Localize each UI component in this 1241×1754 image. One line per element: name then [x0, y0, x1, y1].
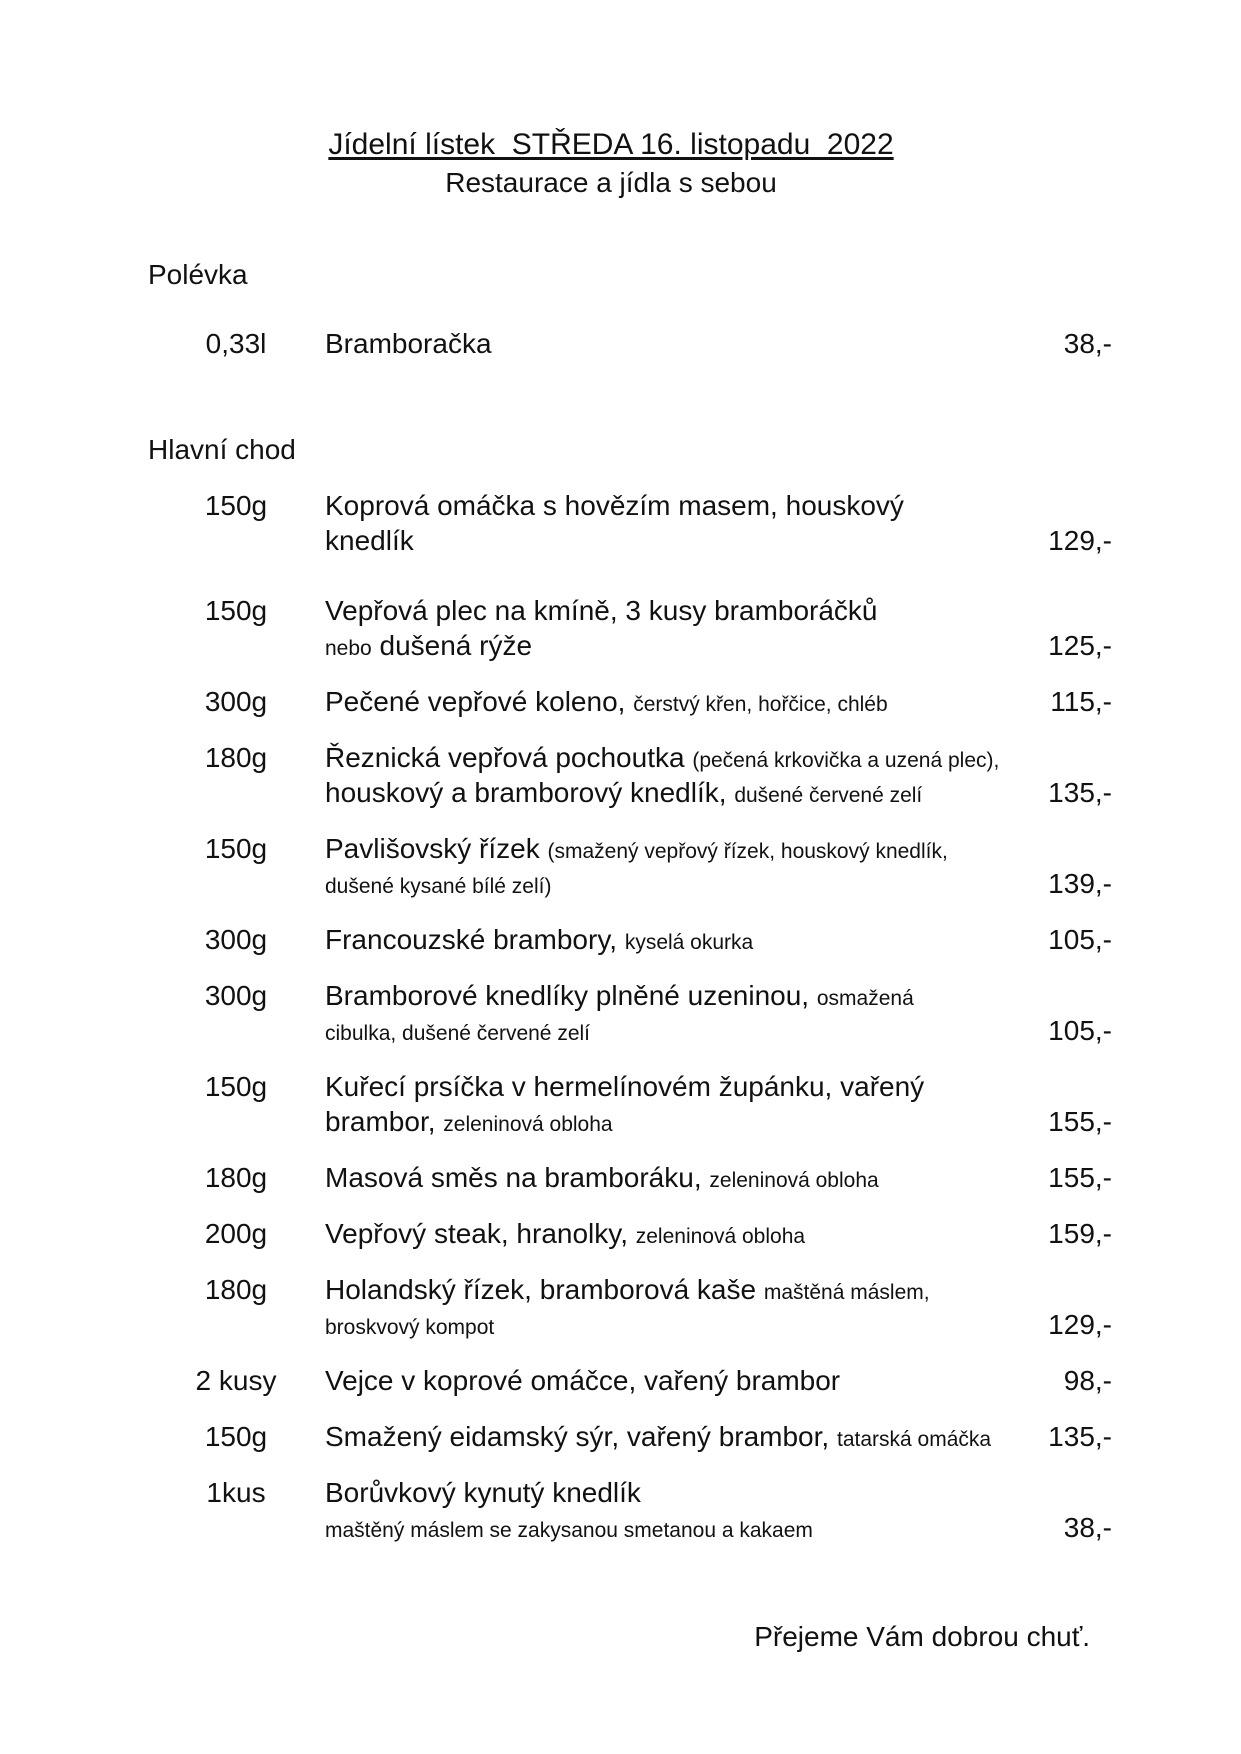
item-description: [325, 1272, 1112, 1342]
item-quantity: 300g: [204, 980, 268, 1011]
item-note-text: zeleninová obloha: [709, 1169, 879, 1192]
item-description-line: [325, 831, 1112, 866]
item-description-line: [325, 1475, 1112, 1510]
item-main-text: Vepřový steak, hranolky,: [325, 1218, 628, 1249]
item-description: [325, 684, 1112, 719]
item-note-text: zeleninová obloha: [635, 1225, 806, 1248]
item-quantity: 150g: [204, 833, 268, 864]
item-price: 38,-: [1063, 328, 1112, 359]
main-course-list: [180, 488, 1112, 1566]
item-description: [325, 1216, 1112, 1251]
item-price: 135,-: [1048, 777, 1112, 808]
item-description-line: [325, 866, 1112, 901]
item-description: [325, 740, 1112, 810]
item-note-text: osmažená: [816, 987, 914, 1010]
item-note-text: maštěná máslem,: [763, 1281, 930, 1304]
item-description: [325, 1419, 1112, 1454]
item-quantity: 300g: [204, 924, 268, 955]
item-note-text: kyselá okurka: [624, 931, 754, 954]
closing-greeting: Přejeme Vám dobrou chuť.: [754, 1621, 1090, 1652]
item-quantity: 1kus: [206, 1477, 266, 1508]
item-note-text: zeleninová obloha: [443, 1113, 613, 1136]
item-main-text: Masová směs na bramboráku,: [325, 1162, 702, 1193]
item-description: [325, 831, 1112, 901]
item-main-text: dušená rýže: [379, 630, 533, 661]
menu-title: Jídelní lístek STŘEDA 16. listopadu 2022: [328, 128, 894, 161]
item-price: 98,-: [1063, 1365, 1112, 1396]
item-note-text: cibulka, dušené červené zelí: [325, 1022, 590, 1045]
item-description-line: [325, 684, 1112, 719]
item-description-line: [325, 1069, 1112, 1104]
item-price: 139,-: [1048, 868, 1112, 899]
item-note-text: dušené kysané bílé zelí): [325, 875, 552, 898]
item-note-text: maštěný máslem se zakysanou smetanou a kakaem: [325, 1519, 813, 1542]
item-price: 105,-: [1048, 1015, 1112, 1046]
item-note-text: (pečená krkovička a uzená plec),: [692, 749, 1000, 772]
item-quantity: 2 kusy: [195, 1365, 277, 1396]
item-price: 125,-: [1048, 630, 1112, 661]
item-quantity: 200g: [204, 1218, 268, 1249]
item-price: 129,-: [1048, 525, 1112, 556]
item-main-text: houskový a bramborový knedlík,: [325, 777, 727, 808]
item-note-text: (smažený vepřový řízek, houskový knedlík,: [547, 840, 948, 863]
item-main-text: Vejce v koprové omáčce, vařený brambor: [325, 1365, 841, 1396]
item-quantity: 300g: [204, 686, 268, 717]
item-description: [325, 1069, 1112, 1139]
menu-item: [180, 1216, 1112, 1251]
item-description: [325, 326, 1112, 361]
item-description: [325, 978, 1112, 1048]
item-quantity: 150g: [204, 1421, 268, 1452]
menu-subtitle: Restaurace a jídla s sebou: [445, 167, 777, 198]
menu-item: [180, 1363, 1112, 1398]
item-description-line: [325, 1363, 1112, 1398]
item-description: [325, 1363, 1112, 1398]
item-quantity: 180g: [204, 742, 268, 773]
item-description-line: [325, 488, 1112, 523]
item-description-line: [325, 1510, 1112, 1545]
item-note-text: čerstvý křen, hořčice, chléb: [633, 693, 888, 716]
item-note-text: tatarská omáčka: [836, 1428, 992, 1451]
menu-item: [180, 1069, 1112, 1139]
item-main-text: Bramboračka: [325, 328, 492, 359]
item-quantity: 150g: [204, 595, 268, 626]
item-price: 155,-: [1048, 1162, 1112, 1193]
item-quantity: 180g: [204, 1162, 268, 1193]
item-description-line: [325, 922, 1112, 957]
item-description: [325, 922, 1112, 957]
item-main-text: Vepřová plec na kmíně, 3 kusy bramboráčků: [325, 595, 878, 626]
soup-list: [180, 326, 1112, 382]
item-main-text: Holandský řízek, bramborová kaše: [325, 1274, 757, 1305]
item-description: [325, 593, 1112, 663]
menu-item: [180, 740, 1112, 810]
section-heading-main-course: Hlavní chod: [148, 434, 296, 465]
item-main-text: Kuřecí prsíčka v hermelínovém župánku, vařený: [325, 1071, 925, 1102]
menu-item: [180, 593, 1112, 663]
item-price: 135,-: [1048, 1421, 1112, 1452]
item-description-line: [325, 593, 1112, 628]
item-description-line: [325, 1104, 1112, 1139]
item-description-line: [325, 775, 1112, 810]
item-description-line: [325, 1272, 1112, 1307]
item-description-line: [325, 628, 1112, 663]
item-main-text: Řeznická vepřová pochoutka: [325, 742, 685, 773]
item-note-text: nebo: [325, 637, 372, 660]
item-main-text: Koprová omáčka s hovězím masem, houskový: [325, 490, 904, 521]
item-quantity: 180g: [204, 1274, 268, 1305]
item-description: [325, 1160, 1112, 1195]
item-main-text: knedlík: [325, 525, 414, 556]
item-main-text: Francouzské brambory,: [325, 924, 618, 955]
menu-item: [180, 922, 1112, 957]
item-quantity: 0,33l: [205, 328, 267, 359]
item-note-text: dušené červené zelí: [734, 784, 923, 807]
item-description-line: [325, 1013, 1112, 1048]
item-price: 38,-: [1063, 1512, 1112, 1543]
item-price: 159,-: [1048, 1218, 1112, 1249]
menu-item: [180, 488, 1112, 558]
section-heading-soup: Polévka: [148, 259, 248, 290]
menu-item: [180, 326, 1112, 361]
item-price: 155,-: [1048, 1106, 1112, 1137]
item-description-line: [325, 1160, 1112, 1195]
item-main-text: Pečené vepřové koleno,: [325, 686, 626, 717]
item-note-text: broskvový kompot: [325, 1316, 495, 1339]
item-main-text: Bramborové knedlíky plněné uzeninou,: [325, 980, 810, 1011]
item-description-line: [325, 978, 1112, 1013]
item-description-line: [325, 523, 1112, 558]
menu-item: [180, 1272, 1112, 1342]
menu-item: [180, 1419, 1112, 1454]
item-description-line: [325, 326, 1112, 361]
item-quantity: 150g: [204, 490, 268, 521]
item-quantity: 150g: [204, 1071, 268, 1102]
item-description: [325, 488, 1112, 558]
item-price: 129,-: [1048, 1309, 1112, 1340]
item-main-text: Borůvkový kynutý knedlík: [325, 1477, 641, 1508]
item-description-line: [325, 740, 1112, 775]
menu-item: [180, 978, 1112, 1048]
item-main-text: Pavlišovský řízek: [325, 833, 540, 864]
menu-item: [180, 831, 1112, 901]
item-description-line: [325, 1216, 1112, 1251]
item-description-line: [325, 1419, 1112, 1454]
menu-item: [180, 1475, 1112, 1545]
menu-item: [180, 684, 1112, 719]
item-price: 105,-: [1048, 924, 1112, 955]
item-description-line: [325, 1307, 1112, 1342]
item-price: 115,-: [1050, 686, 1112, 717]
menu-item: [180, 1160, 1112, 1195]
item-description: [325, 1475, 1112, 1545]
item-main-text: brambor,: [325, 1106, 436, 1137]
item-main-text: Smažený eidamský sýr, vařený brambor,: [325, 1421, 830, 1452]
